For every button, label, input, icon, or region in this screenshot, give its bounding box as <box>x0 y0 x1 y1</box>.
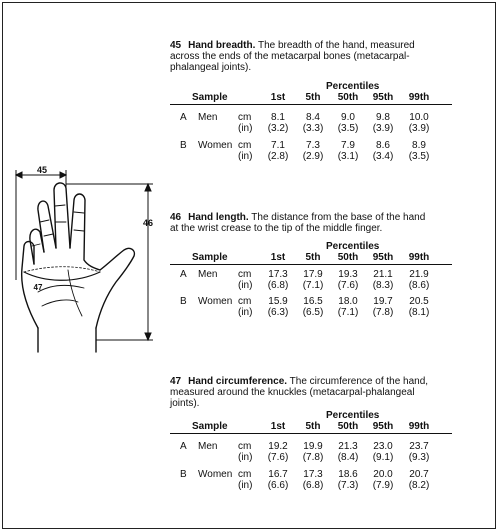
circumference-band <box>24 272 100 280</box>
index-finger <box>70 194 100 270</box>
label-47: 47 <box>33 283 43 292</box>
table-row: A Men cm (in) 8.1 8.4 9.0 9.8 10.0 (3.2) (3.3) (3.5) (3.9) (3.9) <box>180 112 430 134</box>
percentiles-label: Percentiles <box>326 241 380 252</box>
label-45: 45 <box>36 165 48 175</box>
label-46: 46 <box>142 218 154 228</box>
table-row: B Women cm (in) 7.1 7.3 7.9 8.6 8.9 (2.8) (2.9) (3.1) (3.4) (3.5) <box>180 140 430 162</box>
table-row: A Men cm (in) 19.2 19.9 21.3 23.0 23.7 (7.6) (7.8) (8.4) (9.1) (9.3) <box>180 441 430 463</box>
table-row: A Men cm (in) 17.3 17.9 19.3 21.1 21.9 (6.8) (7.1) (7.6) (8.3) (8.6) <box>180 269 430 291</box>
hand-figure <box>8 160 168 365</box>
measure-heading: 47 Hand circumference. The circumference of the hand, measured around the knuckles (metacarpal-phalangeal joints). <box>170 376 429 409</box>
percentiles-label: Percentiles <box>326 410 380 421</box>
ring-finger <box>38 201 56 252</box>
measure-heading: 46 Hand length. The distance from the base of the hand at the wrist crease to the tip of the middle finger. <box>170 212 426 234</box>
table-header: Sample 1st 5th 50th 95th 99th <box>170 252 452 265</box>
table-header: Sample 1st 5th 50th 95th 99th <box>170 92 452 105</box>
measure-46 <box>170 212 470 318</box>
table-header: Sample 1st 5th 50th 95th 99th <box>170 421 452 434</box>
middle-finger <box>54 183 70 248</box>
measure-47 <box>170 376 470 491</box>
wrist-outline <box>38 328 96 352</box>
table-row: B Women cm (in) 15.9 16.5 18.0 19.7 20.5 (6.3) (6.5) (7.1) (7.8) (8.1) <box>180 296 430 318</box>
percentiles-label: Percentiles <box>326 81 380 92</box>
measure-heading: 45 Hand breadth. The breadth of the hand, measured across the ends of the metacarpal bones (metacarpal- phalangeal joints). <box>170 40 415 73</box>
measure-45 <box>170 40 470 162</box>
breadth-dimension <box>16 170 66 280</box>
table-row: B Women cm (in) 16.7 17.3 18.6 20.0 20.7 (6.6) (6.8) (7.3) (7.9) (8.2) <box>180 469 430 491</box>
